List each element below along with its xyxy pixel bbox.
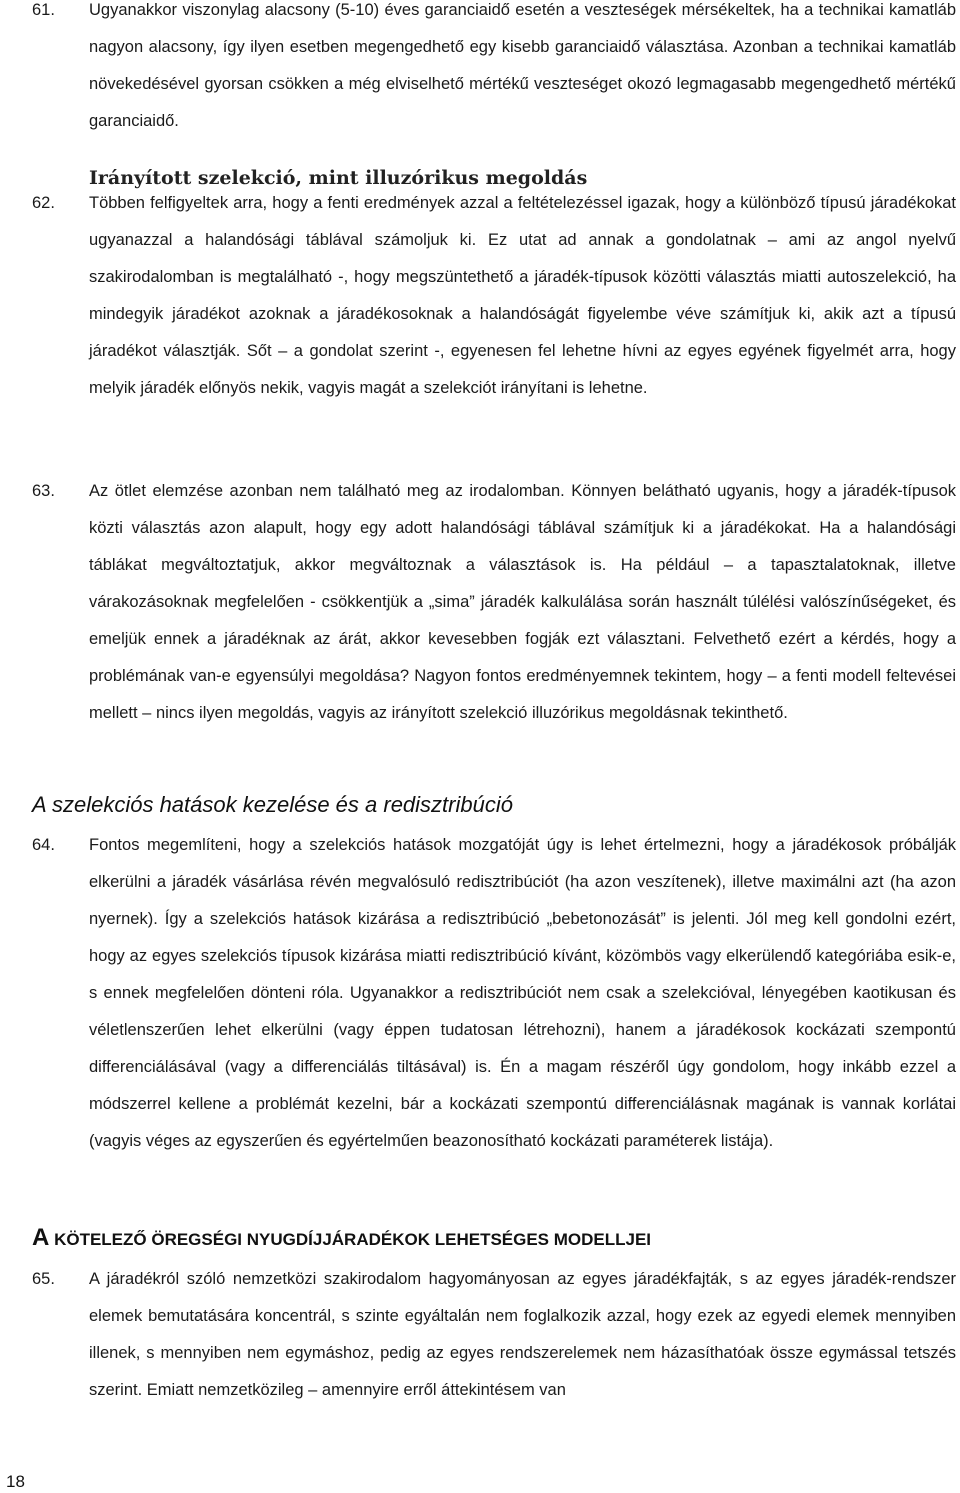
paragraph-text: Többen felfigyeltek arra, hogy a fenti eredmények azzal a feltételezéssel igazak, hogy a különböző típusú járadékokat ugyanazzal a halandósági táblával számoljuk ki. Ez utat ad annak a gondolatnak – ami az angol nyelvű szakirodalomban is megtalálható -, hogy megszüntethető a járadék-típusok közötti választás miatti autoszelekció, ha mindegyik járadékot azoknak a járadékosoknak a halandóságát figyelembe véve számítjuk ki, akik azt a típusú járadékot választják. Sőt – a gondolat szerint -, egyenesen fel lehetne hívni az egyes egyének figyelmét arra, hogy melyik járadék előnyös nekik, vagyis magát a szelekciót irányítani is lehetne. [89,194,956,397]
chapter-heading-rest: KÖTELEZŐ ÖREGSÉGI NYUGDÍJJÁRADÉKOK LEHETSÉGES MODELLJEI [49,1230,652,1249]
paragraph-63 [32,473,956,732]
paragraph-number: 62. [32,194,55,212]
chapter-heading [32,1224,651,1252]
paragraph-text: Ugyanakkor viszonylag alacsony (5-10) éves garanciaidő esetén a veszteségek mérsékeltek, ha a technikai kamatláb nagyon alacsony, így ilyen esetben megengedhető egy kisebb garanciaidő választása. Azonban a technikai kamatláb növekedésével gyorsan csökken a még elviselhető mértékű veszteséget okozó legmagasabb megengedhető mértékű garanciaidő. [89,1,956,130]
paragraph-61 [32,0,956,140]
paragraph-number: 65. [32,1270,55,1288]
paragraph-65 [32,1261,956,1409]
paragraph-62 [32,185,956,407]
page-number: 18 [6,1472,25,1491]
paragraph-text: A járadékról szóló nemzetközi szakirodalom hagyományosan az egyes járadékfajták, s az egyes járadék-rendszer elemek bemutatására koncentrál, s szinte egyáltalán nem foglalkozik azzal, hogy ezek az egyedi elemek mennyiben illenek, s mennyiben nem egymáshoz, pedig az egyes rendszerelemek nem házasíthatóak össze egymással tetszés szerint. Emiatt nemzetközileg – amennyire erről áttekintésem van [89,1270,956,1399]
paragraph-number: 63. [32,482,55,500]
paragraph-64 [32,827,956,1160]
section-heading-selection-effects: A szelekciós hatások kezelése és a redisztribúció [32,792,513,817]
paragraph-text: Az ötlet elemzése azonban nem található meg az irodalomban. Könnyen belátható ugyanis, hogy a járadék-típusok közti választás azon alapult, hogy egy adott halandósági táblával számítjuk ki a járadékokat. Ha a halandósági táblákat megváltoztatjuk, akkor megváltoznak a választások is. Ha például – a tapasztalatoknak, illetve várakozásoknak megfelelően - csökkentjük a „sima” járadék kalkulálása során használt túlélési valószínűségeket, és emeljük ennek a járadéknak az árát, akkor kevesebben fogják ezt választani. Felvethető ezért a kérdés, hogy a problémának van-e egyensúlyi megoldása? Nagyon fontos eredményemnek tekintem, hogy – a fenti modell feltevései mellett – nincs ilyen megoldás, vagyis az irányított szelekció illuzórikus megoldásnak tekinthető. [89,482,956,722]
section-heading-directed-selection: Irányított szelekció, mint illuzórikus megoldás [89,167,588,189]
paragraph-number: 64. [32,836,55,854]
paragraph-text: Fontos megemlíteni, hogy a szelekciós hatások mozgatóját úgy is lehet értelmezni, hogy a járadékosok próbálják elkerülni a járadék vásárlása révén megvalósuló redisztribúciót (ha azon veszítenek), illetve maximálni azt (ha azon nyernek). Így a szelekciós hatások kizárása a redisztribúció „bebetonozását” is jelenti. Jól meg kell gondolni ezért, hogy az egyes szelekciós típusok kizárása miatti redisztribúció kívánt, közömbös vagy elkerülendő kategóriába esik-e, s ennek megfelelően dönteni róla. Ugyanakkor a redisztribúciót nem csak a szelekcióval, lényegében kaotikusan és véletlenszerűen lehet elkerülni (vagy éppen tudatosan létrehozni), hanem a járadékosok kockázati szempontú differenciálásával (vagy a differenciálás tiltásával) is. Én a magam részéről úgy gondolom, hogy inkább ezzel a módszerrel kellene a problémát kezelni, bár a kockázati szempontú differenciálásnak magának is vannak korlátai (vagyis véges az egyszerűen és egyértelműen beazonosítható kockázati paraméterek listája). [89,836,956,1150]
paragraph-number: 61. [32,1,55,19]
chapter-heading-initial: A [32,1224,50,1251]
